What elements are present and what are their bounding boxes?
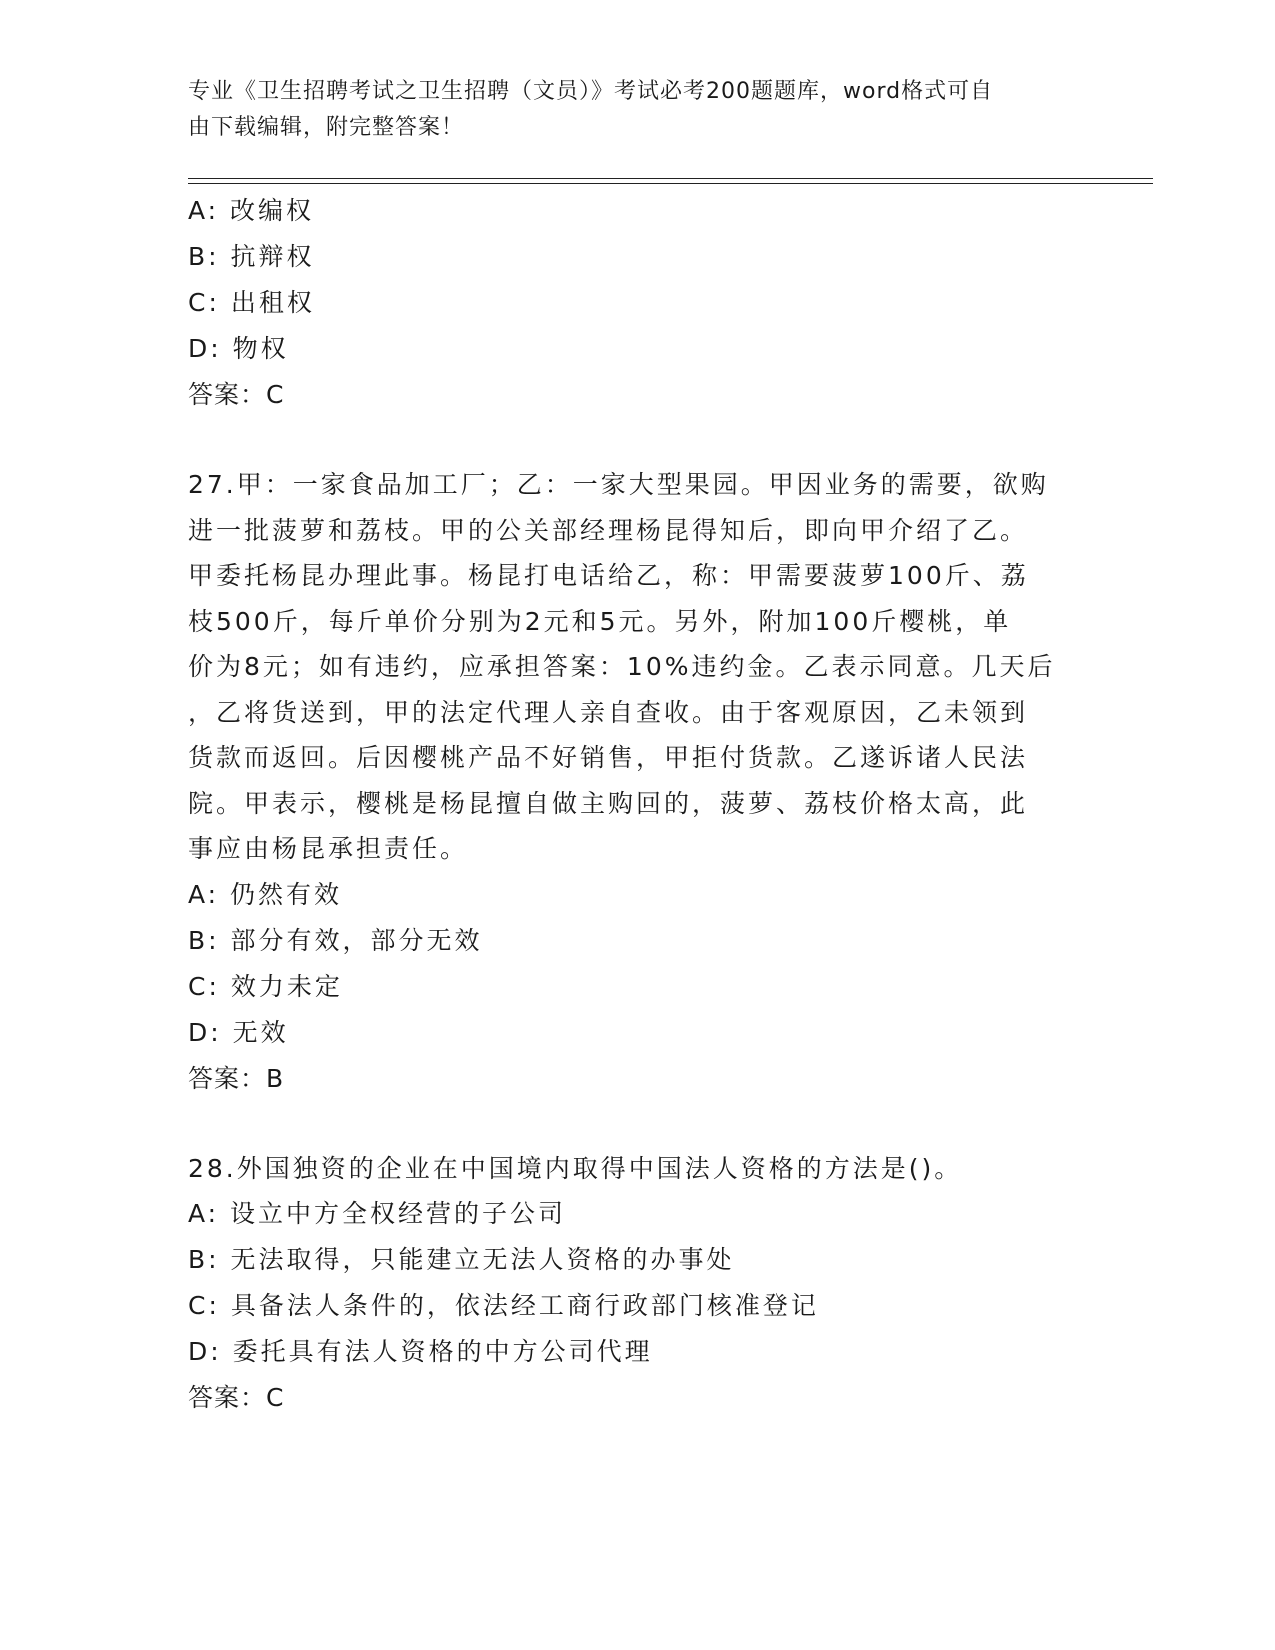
q28-option-b: B: 无法取得，只能建立无法人资格的办事处 <box>188 1245 735 1274</box>
q27-text-line-6: ，乙将货送到，甲的法定代理人亲自查收。由于客观原因，乙未领到 <box>188 697 1029 727</box>
q26-option-b: B: 抗辩权 <box>188 242 315 271</box>
q28-option-d: D: 委托具有法人资格的中方公司代理 <box>188 1337 653 1366</box>
document-header <box>188 74 1068 146</box>
q27-text-line-2: 进一批菠萝和荔枝。甲的公关部经理杨昆得知后，即向甲介绍了乙。 <box>188 515 1029 545</box>
question-28-block <box>188 1146 1068 1422</box>
header-line-2: 由下载编辑，附完整答案！ <box>188 115 465 140</box>
q27-answer: 答案：B <box>188 1063 285 1093</box>
q27-text-line-3: 甲委托杨昆办理此事。杨昆打电话给乙，称：甲需要菠萝100斤、荔 <box>188 561 1029 590</box>
q27-option-b: B: 部分有效，部分无效 <box>188 925 483 955</box>
q26-option-c: C: 出租权 <box>188 288 315 317</box>
q27-text-line-9: 事应由杨昆承担责任。 <box>188 834 469 863</box>
q27-text-line-4: 枝500斤，每斤单价分别为2元和5元。另外，附加100斤樱桃，单 <box>188 606 1012 636</box>
question-27-block <box>188 462 1068 1102</box>
document-body <box>188 188 1068 1421</box>
q28-answer: 答案：C <box>188 1383 285 1412</box>
spacer <box>188 1102 1068 1146</box>
q26-answer: 答案：C <box>188 380 285 409</box>
header-rule-top <box>188 178 1153 179</box>
q27-option-d: D: 无效 <box>188 1017 289 1047</box>
q27-option-a: A: 仍然有效 <box>188 879 343 909</box>
q28-option-a: A: 设立中方全权经营的子公司 <box>188 1199 567 1228</box>
header-line-1: 专业《卫生招聘考试之卫生招聘（文员）》考试必考200题题库，word格式可自 <box>188 79 994 104</box>
q28-question: 28.外国独资的企业在中国境内取得中国法人资格的方法是()。 <box>188 1153 963 1183</box>
q26-option-d: D: 物权 <box>188 334 289 363</box>
q27-text-line-1: 27.甲：一家食品加工厂；乙：一家大型果园。甲因业务的需要，欲购 <box>188 470 1049 499</box>
q28-option-c: C: 具备法人条件的，依法经工商行政部门核准登记 <box>188 1291 819 1320</box>
header-rule-bottom <box>188 183 1153 184</box>
spacer <box>188 418 1068 462</box>
q27-text-line-7: 货款而返回。后因樱桃产品不好销售，甲拒付货款。乙遂诉诸人民法 <box>188 743 1029 772</box>
q27-text-line-5: 价为8元；如有违约，应承担答案：10%违约金。乙表示同意。几天后 <box>188 652 1056 681</box>
question-26-block <box>188 188 1068 418</box>
q26-option-a: A: 改编权 <box>188 196 315 225</box>
q27-text-line-8: 院。甲表示，樱桃是杨昆擅自做主购回的，菠萝、荔枝价格太高，此 <box>188 788 1029 818</box>
q27-option-c: C: 效力未定 <box>188 971 343 1001</box>
